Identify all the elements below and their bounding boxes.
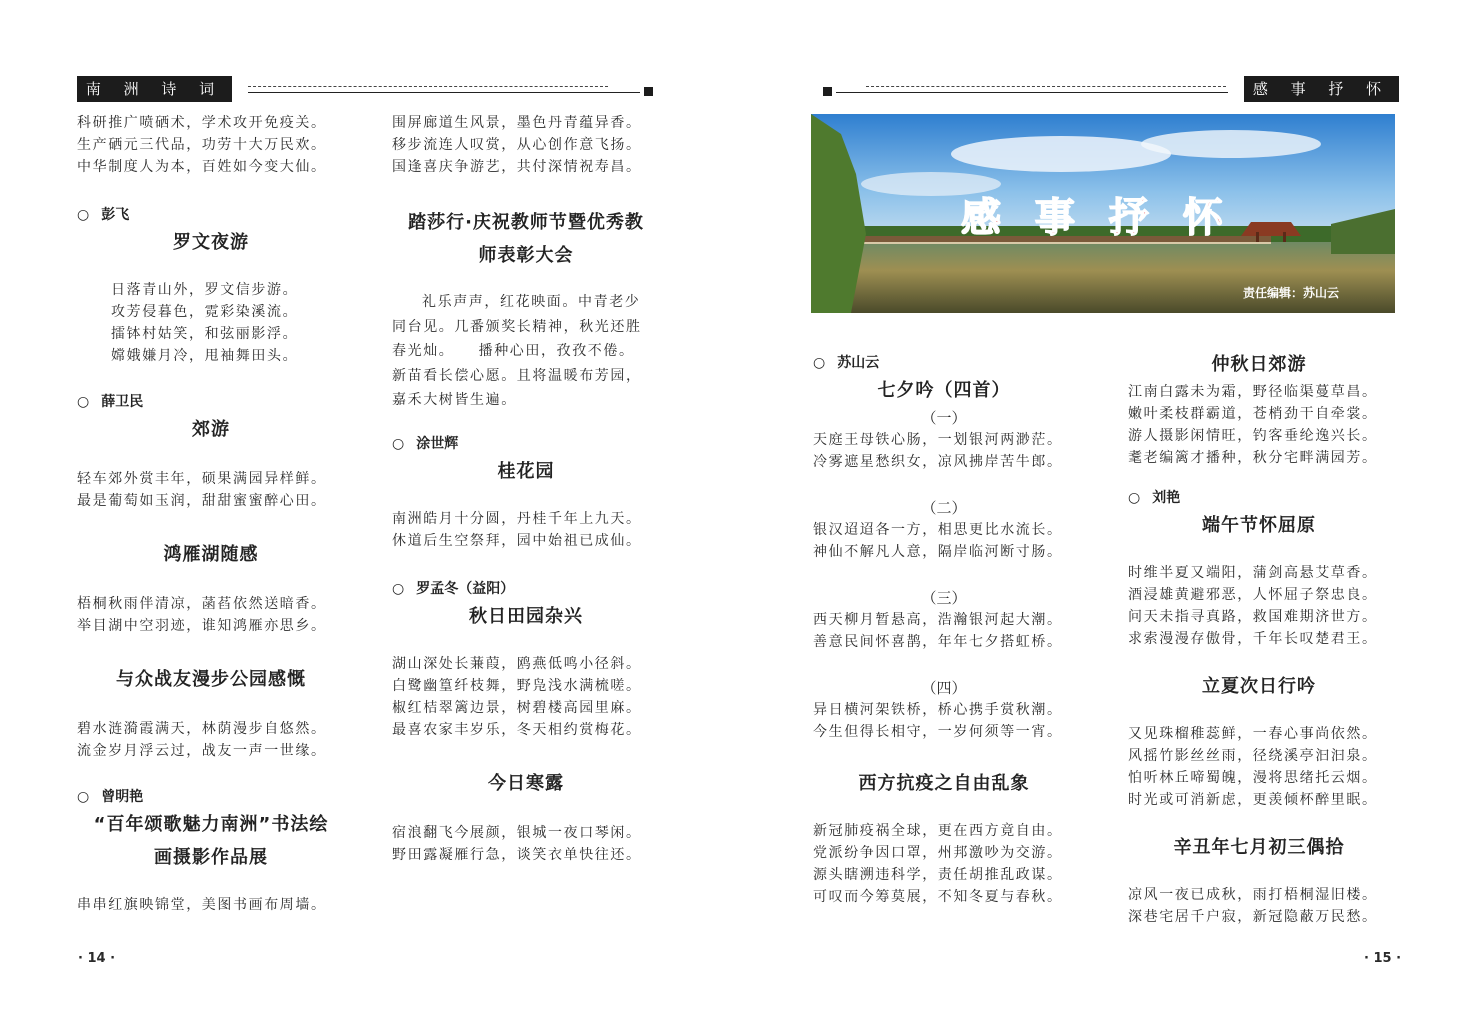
page-number-right: · 15 · [1364, 951, 1402, 966]
author-name: 彭飞 [101, 207, 130, 223]
poem-lines [813, 820, 1075, 908]
author-line: ○ 罗孟冬（益阳） [392, 580, 515, 597]
author-line: ○ 苏山云 [813, 355, 880, 371]
verse-line: 春光灿。 播种心田，孜孜不倦。 [392, 343, 635, 359]
verse-line: 新苗看长偿心愿。且将温暖布芳园， [392, 367, 642, 384]
poem-title: 仲秋日郊游 [1211, 354, 1307, 375]
verse-line: 流金岁月浮云过，战友一声一世缘。 [77, 743, 327, 759]
author-line: ○ 薛卫民 [77, 394, 144, 410]
verse-line: 游人摄影闲情旺，钓客垂纶逸兴长。 [1128, 428, 1378, 444]
verse-line: 野田露凝雁行急，谈笑衣单快往还。 [392, 846, 642, 863]
verse-line: 新冠肺疫祸全球，更在西方竟自由。 [813, 823, 1063, 839]
verse-line: 今生但得长相守，一岁何须等一宵。 [813, 724, 1063, 740]
author-line: ○ 涂世辉 [392, 435, 459, 452]
verse-line: 风摇竹影丝丝雨，径绕溪亭汩汩泉。 [1128, 748, 1378, 764]
section-tag-left: 南 洲 诗 词 [77, 76, 232, 102]
poem-lines [813, 609, 1075, 653]
poem-title: 七夕吟（四首） [877, 380, 1011, 401]
poem-lines [77, 279, 345, 367]
verse-line: 科研推广喷硒术，学术攻开免疫关。 [77, 115, 327, 131]
poem-lines [392, 653, 660, 741]
verse-line: 碧水涟漪霞满天，林荫漫步自悠然。 [77, 721, 327, 737]
poem-subsection: （四） [921, 679, 967, 697]
verse-line: 同台见。几番颁奖长精神，秋光还胜 [392, 318, 642, 335]
header-rule-solid-left [248, 92, 640, 93]
poem-title: 鸿雁湖随感 [163, 544, 259, 565]
verse-line: 举目湖中空羽迹，谁知鸿雁亦思乡。 [77, 618, 327, 634]
verse-line: 最是葡萄如玉润，甜甜蜜蜜醉心田。 [77, 493, 327, 509]
poem-title-cont: 师表彰大会 [478, 245, 574, 266]
verse-line: 攻芳侵暮色，霓彩染溪流。 [111, 304, 299, 320]
verse-line: 时维半夏又端阳，蒲剑高悬艾草香。 [1128, 565, 1378, 581]
verse-line: 擂钵村姑笑，和弦丽影浮。 [111, 326, 299, 342]
verse-line: 冷雾遮星愁织女，凉风拂岸苦牛郎。 [813, 454, 1063, 470]
verse-line: 党派纷争因口罩，州邦激吵为交游。 [813, 845, 1063, 861]
column-1 [77, 112, 345, 916]
poem-lines [77, 112, 345, 178]
poem-title: 踏莎行·庆祝教师节暨优秀教 [408, 212, 644, 233]
poem-lines [392, 822, 660, 866]
author-name: 罗孟冬（益阳） [416, 580, 515, 597]
verse-line: 又见珠榴稚蕊鲜，一春心事尚依然。 [1128, 726, 1378, 742]
column-2 [392, 112, 660, 866]
poem-title: 罗文夜游 [173, 232, 249, 253]
verse-line: 怕听林丘啼蜀魄，漫将思绪托云烟。 [1128, 770, 1378, 786]
column-4 [1128, 348, 1390, 928]
banner-editor: 责任编辑：苏山云 [1243, 286, 1340, 300]
verse-line: 西天柳月暂悬高，浩瀚银河起大潮。 [813, 612, 1063, 628]
verse-line: 天庭王母铁心肠，一划银河两渺茫。 [813, 432, 1063, 448]
poem-title: 今日寒露 [488, 772, 564, 794]
column-3 [813, 352, 1075, 908]
header-rule-dotted-left [248, 86, 608, 87]
author-line: ○ 曾明艳 [77, 789, 144, 805]
verse-line: 生产硒元三代品，功劳十大万民欢。 [77, 137, 327, 153]
poem-title-cont: 画摄影作品展 [154, 847, 268, 868]
verse-line: 求索漫漫存傲骨，千年长叹楚君王。 [1128, 631, 1378, 647]
author-name: 薛卫民 [101, 394, 144, 410]
verse-line: 中华制度人为本，百姓如今变大仙。 [77, 159, 327, 175]
poem-subsection: （二） [921, 499, 967, 517]
poem-lines [77, 718, 345, 762]
poem-lines [77, 894, 345, 916]
poem-title: 桂花园 [497, 460, 555, 482]
author-name: 苏山云 [837, 355, 880, 371]
verse-line: 国逢喜庆争游艺，共付深情祝寿昌。 [392, 159, 642, 175]
poem-title: 立夏次日行吟 [1202, 676, 1316, 697]
poem-lines [392, 290, 660, 413]
verse-line: 嘉禾大树皆生遍。 [392, 392, 517, 408]
verse-line: 最喜农家丰岁乐，冬天相约赏梅花。 [392, 721, 642, 738]
verse-line: 时光或可消新虑，更羡倾杯醉里眠。 [1128, 792, 1378, 808]
header-square-left [644, 87, 653, 96]
poem-title: “百年颂歌魅力南洲”书法绘 [93, 814, 329, 835]
verse-line: 日落青山外，罗文信步游。 [111, 282, 299, 298]
author-name: 曾明艳 [101, 789, 144, 805]
poem-lines [77, 468, 345, 512]
verse-line: 耄老编篱才播种，秋分宅畔满园芳。 [1128, 450, 1378, 466]
verse-line: 南洲皓月十分圆，丹桂千年上九天。 [392, 510, 642, 527]
verse-line: 酒浸雄黄避邪恶，人怀屈子祭忠良。 [1128, 587, 1378, 603]
poem-subsection: （三） [921, 589, 967, 607]
verse-line: 休道后生空祭拜，园中始祖已成仙。 [392, 532, 642, 549]
verse-line: 江南白露未为霜，野径临渠蔓草昌。 [1128, 384, 1378, 400]
verse-line: 白鹭幽篁纤枝舞，野凫浅水满梳嗟。 [392, 677, 642, 694]
page-number-left: · 14 · [78, 951, 116, 966]
poem-title: 西方抗疫之自由乱象 [858, 773, 1030, 794]
header-rule-dotted-right [866, 86, 1226, 87]
verse-line: 梧桐秋雨伴清凉，菡萏依然送暗香。 [77, 596, 327, 612]
poem-title: 端午节怀屈原 [1202, 515, 1316, 536]
author-line: ○ 刘艳 [1128, 490, 1181, 506]
verse-line: 湖山深处长蒹葭，鸥燕低鸣小径斜。 [392, 655, 642, 672]
header-rule-solid-right [836, 92, 1228, 93]
poem-lines [392, 508, 660, 552]
poem-lines [1128, 884, 1390, 928]
verse-line: 椒红桔翠篱边景，树碧楼高园里麻。 [392, 699, 642, 716]
verse-line: 善意民间怀喜鹊，年年七夕搭虹桥。 [813, 634, 1063, 650]
header-square-right [823, 87, 832, 96]
verse-line: 源头瞎溯违科学，责任胡推乱政谋。 [813, 867, 1063, 883]
verse-line: 宿浪翻飞今展颜，银城一夜口琴闲。 [392, 824, 642, 841]
banner-title: 感 事 抒 怀 [961, 195, 1233, 241]
poem-lines [1128, 381, 1390, 469]
verse-line: 异日横河架铁桥，桥心携手赏秋潮。 [813, 702, 1063, 718]
author-name: 涂世辉 [416, 435, 459, 452]
poem-subsection: （一） [921, 409, 967, 427]
poem-lines [1128, 562, 1390, 650]
verse-line: 轻车郊外赏丰年，硕果满园异样鲜。 [77, 471, 327, 487]
section-tag-right: 感 事 抒 怀 [1244, 76, 1399, 102]
poem-title: 与众战友漫步公园感慨 [116, 669, 306, 690]
poem-lines [813, 699, 1075, 743]
poem-title: 辛丑年七月初三偶拾 [1173, 837, 1345, 858]
poem-lines [813, 519, 1075, 563]
verse-line: 凉风一夜已成秋，雨打梧桐湿旧楼。 [1128, 887, 1378, 903]
author-line: ○ 彭飞 [77, 207, 130, 223]
verse-line: 移步流连人叹赏，从心创作意飞扬。 [392, 137, 642, 153]
poem-lines [1128, 723, 1390, 811]
author-name: 刘艳 [1152, 490, 1181, 506]
poem-lines [77, 593, 345, 637]
verse-line: 嫩叶柔枝群霸道，苍梢劲干自牵裳。 [1128, 406, 1378, 422]
verse-line: 问天未指寻真路，救国难期济世方。 [1128, 609, 1378, 625]
poem-lines [813, 429, 1075, 473]
verse-line: 礼乐声声，红花映面。中青老少 [422, 294, 641, 310]
verse-line: 可叹而今筹莫展，不知冬夏与春秋。 [813, 889, 1063, 905]
verse-line: 嫦娥嫌月冷，甩袖舞田头。 [111, 348, 299, 364]
poem-title: 郊游 [192, 419, 230, 440]
verse-line: 神仙不解凡人意，隔岸临河断寸肠。 [813, 544, 1063, 560]
verse-line: 串串红旗映锦堂，美图书画布周墙。 [77, 897, 327, 913]
poem-lines [392, 112, 660, 178]
section-banner [811, 114, 1395, 313]
poem-title: 秋日田园杂兴 [469, 605, 583, 627]
verse-line: 围屏廊道生风景，墨色丹青蕴异香。 [392, 115, 642, 131]
verse-line: 深巷宅居千户寂，新冠隐蔽万民愁。 [1128, 909, 1378, 925]
verse-line: 银汉迢迢各一方，相思更比水流长。 [813, 522, 1063, 538]
